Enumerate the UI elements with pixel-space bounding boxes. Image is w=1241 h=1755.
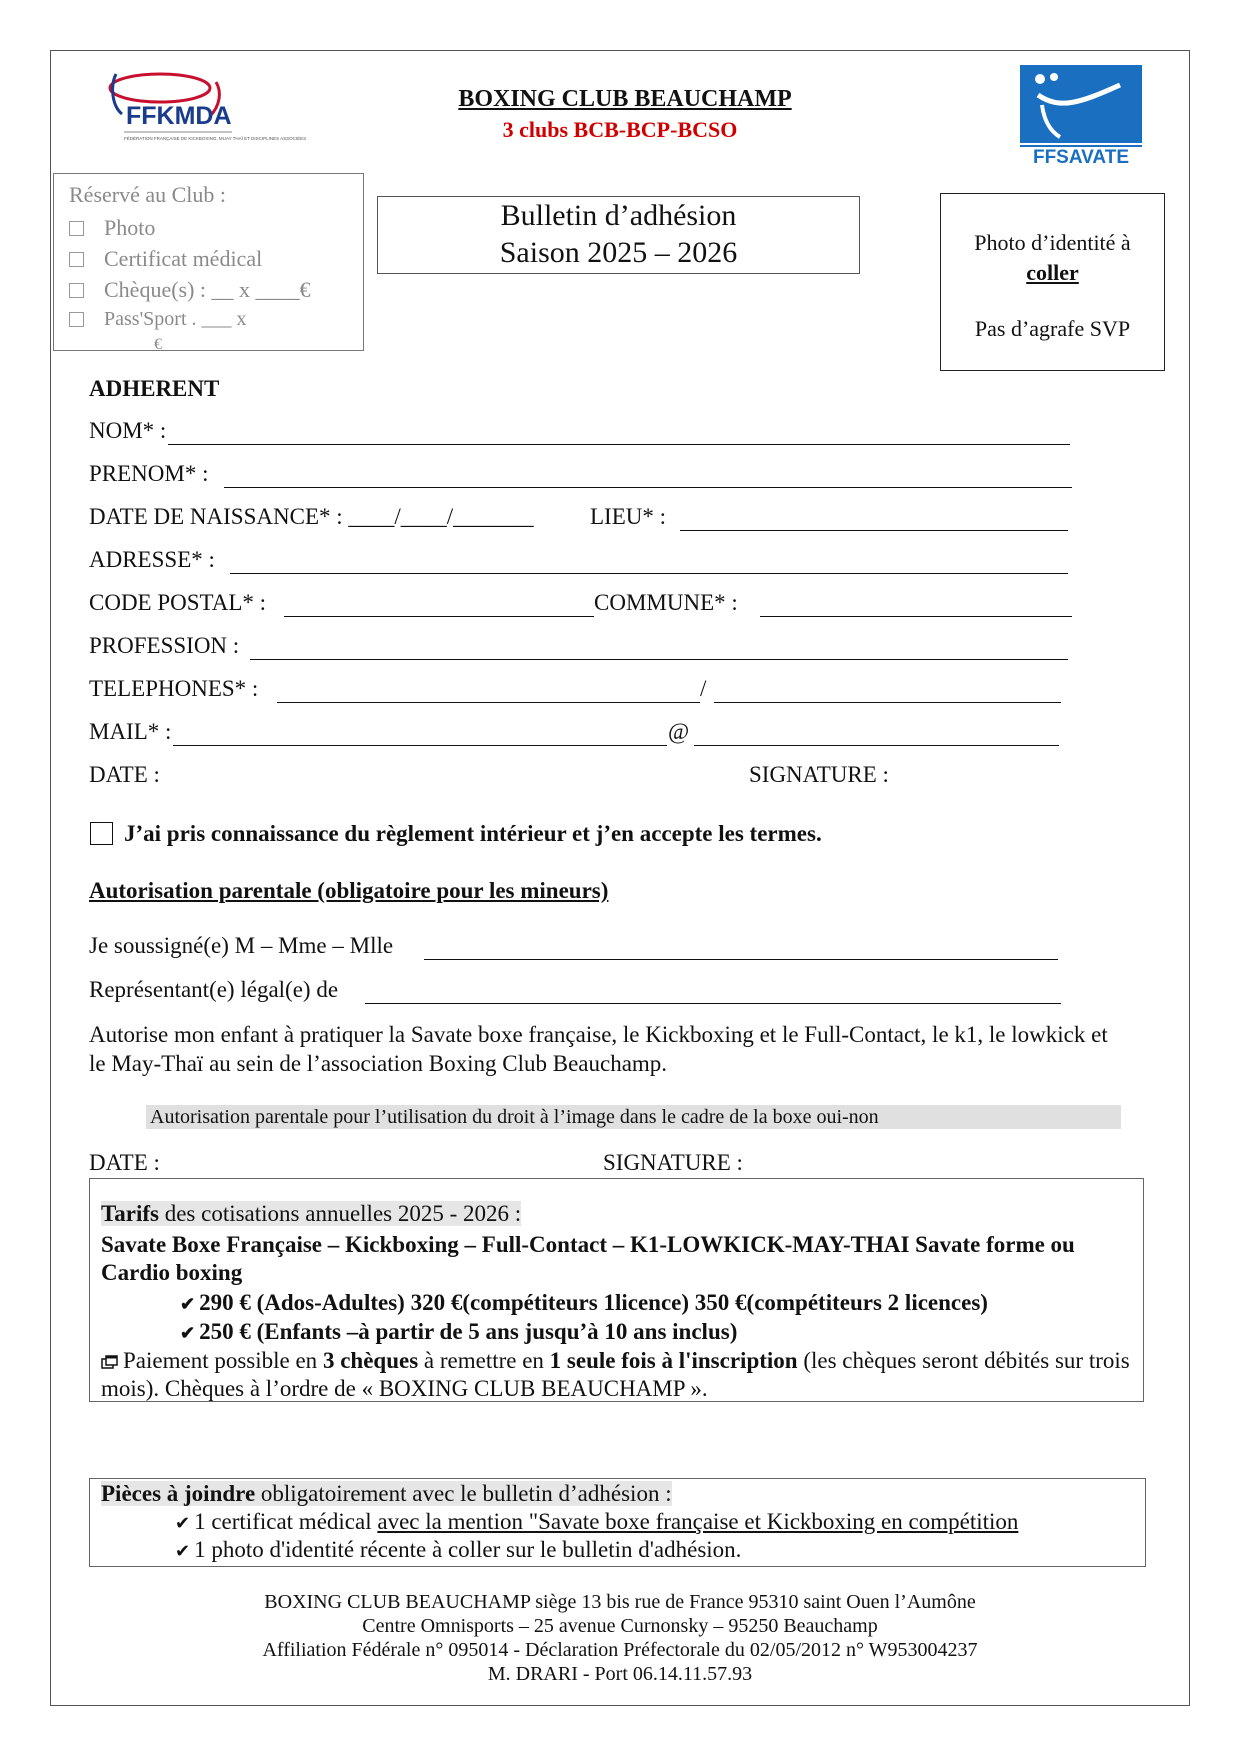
footer-line1: BOXING CLUB BEAUCHAMP siège 13 bis rue de France 95310 saint Ouen l’Aumône: [264, 1591, 976, 1613]
club-title: BOXING CLUB BEAUCHAMP: [458, 86, 792, 112]
code-postal-label: CODE POSTAL* :: [89, 590, 267, 615]
photo-line3: Pas d’agrafe SVP: [974, 316, 1131, 341]
tarifs-price-children: [180, 1319, 737, 1345]
image-rights-authorization[interactable]: Autorisation parentale pour l’utilisation du droit à l’image dans le cadre de la boxe oui-non: [146, 1105, 1121, 1129]
telephones-separator: /: [700, 676, 707, 701]
pieces-box: [89, 1478, 1146, 1567]
ffkmda-logo: [98, 66, 307, 146]
reserved-cut-text: €: [154, 336, 162, 353]
tarifs-label: Tarifs: [101, 1201, 159, 1226]
commune-field[interactable]: [760, 616, 1072, 617]
reserved-row-photo: [69, 215, 155, 241]
adherent-signature-label: SIGNATURE :: [749, 762, 889, 787]
reserved-club-box: [53, 173, 364, 351]
parental-paragraph: Autorise mon enfant à pratiquer la Savate boxe française, le Kickboxing et le Full-Contact, le k1, le lowkick et le May-Thaï au sein de l’association Boxing Club Beauchamp.: [89, 1022, 1108, 1076]
reserved-passsport-label: Pass'Sport . ___ x: [104, 308, 247, 330]
check-icon: ✔: [180, 1323, 196, 1343]
photo-line2: coller: [1026, 260, 1079, 285]
certificat-checkbox[interactable]: [69, 252, 84, 267]
mail-at: @: [668, 719, 690, 744]
reserved-cheques-label: Chèque(s) : __ x ____€: [104, 277, 311, 302]
commune-label: COMMUNE* :: [594, 590, 738, 615]
check-icon: ✔: [180, 1294, 196, 1314]
profession-label: PROFESSION :: [89, 633, 240, 658]
footer-line4: M. DRARI - Port 06.14.11.57.93: [487, 1663, 753, 1685]
parental-title: Autorisation parentale (obligatoire pour les mineurs): [89, 878, 609, 903]
pieces-item2: 1 photo d'identité récente à coller sur le bulletin d'adhésion.: [194, 1537, 742, 1562]
pay-text-a: Paiement possible en: [123, 1348, 323, 1373]
footer-line2: Centre Omnisports – 25 avenue Curnonsky – 95250 Beauchamp: [362, 1615, 878, 1637]
pay-text-c: à remettre en: [418, 1348, 550, 1373]
ffkmda-logo-tagline: FÉDÉRATION FRANÇAISE DE KICKBOXING, MUAY THAÏ ET DISCIPLINES ASSOCIÉES: [124, 136, 307, 141]
reserved-row-certificat: [69, 246, 262, 272]
soussigne-label: Je soussigné(e) M – Mme – Mlle: [89, 933, 394, 958]
pieces-item-certificat: [175, 1509, 1018, 1535]
tarifs-price1-text: 290 € (Ados-Adultes) 320 €(compétiteurs 1licence) 350 €(compétiteurs 2 licences): [199, 1290, 988, 1315]
parental-signature-label: SIGNATURE :: [603, 1150, 743, 1175]
tarifs-box: [89, 1178, 1144, 1402]
footer-line3: Affiliation Fédérale n° 095014 - Déclaration Préfectorale du 02/05/2012 n° W953004237: [262, 1639, 978, 1661]
parental-date-label: DATE :: [89, 1150, 160, 1175]
reserved-photo-label: Photo: [104, 215, 156, 240]
reglement-accept-text: J’ai pris connaissance du règlement intérieur et j’en accepte les termes.: [124, 821, 822, 846]
adherent-date-label: DATE :: [89, 762, 160, 787]
photo-line1: Photo d’identité à: [974, 230, 1131, 255]
tarifs-label-rest: des cotisations annuelles 2025 - 2026 :: [158, 1201, 522, 1226]
prenom-field[interactable]: [224, 487, 1072, 488]
ffkmda-logo-text: FFKMDA: [126, 102, 232, 130]
reserved-row-cheques: [69, 277, 311, 303]
tarifs-price-adults: [180, 1290, 988, 1316]
pay-text-d: 1 seule fois à l'inscription: [549, 1348, 798, 1373]
code-postal-field[interactable]: [284, 616, 594, 617]
bulletin-line1: Bulletin d’adhésion: [500, 199, 737, 232]
pay-text-e: (les chèques seront débités sur trois mois). Chèques à l’ordre de « BOXING CLUB BEAUCHAMP ».: [101, 1348, 1130, 1401]
adresse-field[interactable]: [230, 573, 1068, 574]
pay-text-b: 3 chèques: [322, 1348, 419, 1373]
tarifs-payment: [101, 1347, 1136, 1403]
pieces-item1-a: 1 certificat médical: [194, 1509, 378, 1534]
telephone1-field[interactable]: [277, 702, 700, 703]
nom-label: NOM* :: [89, 418, 167, 443]
representant-label: Représentant(e) légal(e) de: [89, 977, 339, 1002]
ffsavate-logo-text: FFSAVATE: [1032, 147, 1130, 168]
pieces-heading: [101, 1481, 672, 1507]
mail-domain-field[interactable]: [694, 745, 1059, 746]
telephone2-field[interactable]: [714, 702, 1061, 703]
photo-checkbox[interactable]: [69, 221, 84, 236]
reserved-title: Réservé au Club :: [69, 182, 227, 207]
pieces-label-rest: obligatoirement avec le bulletin d’adhésion :: [255, 1481, 672, 1506]
bulletin-season: Saison 2025 – 2026: [499, 236, 738, 269]
lieu-field[interactable]: [680, 530, 1068, 531]
mail-label: MAIL* :: [89, 719, 172, 744]
pieces-label: Pièces à joindre: [101, 1481, 256, 1506]
pieces-item-photo: [175, 1537, 741, 1563]
date-naissance-label[interactable]: DATE DE NAISSANCE* : ____/____/_______: [89, 504, 534, 529]
tarifs-disciplines: Savate Boxe Française – Kickboxing – Full-Contact – K1-LOWKICK-MAY-THAI Savate forme ou Cardio boxing: [101, 1232, 1075, 1285]
reserved-certificat-label: Certificat médical: [104, 246, 263, 271]
adresse-label: ADRESSE* :: [89, 547, 215, 572]
windows-icon: [101, 1349, 119, 1364]
pieces-item1-b: avec la mention "Savate boxe française et Kickboxing en compétition: [377, 1509, 1019, 1534]
tarifs-price2-text: 250 € (Enfants –à partir de 5 ans jusqu’à 10 ans inclus): [199, 1319, 738, 1344]
bulletin-title-box: [377, 196, 860, 274]
ffsavate-logo: [1020, 65, 1142, 167]
passsport-checkbox[interactable]: [69, 312, 84, 327]
photo-id-box[interactable]: [940, 193, 1165, 371]
adherent-title: ADHERENT: [89, 376, 220, 401]
soussigne-field[interactable]: [424, 959, 1058, 960]
profession-field[interactable]: [250, 659, 1068, 660]
footer: [150, 1590, 1090, 1686]
cheques-checkbox[interactable]: [69, 283, 84, 298]
reserved-row-passsport: [69, 308, 247, 331]
check-icon: ✔: [175, 1513, 191, 1533]
telephones-label: TELEPHONES* :: [89, 676, 259, 701]
club-subtitle: 3 clubs BCB-BCP-BCSO: [502, 117, 738, 142]
check-icon: ✔: [175, 1541, 191, 1561]
lieu-label: LIEU* :: [590, 504, 667, 529]
representant-field[interactable]: [365, 1003, 1061, 1004]
reglement-checkbox[interactable]: [90, 822, 113, 845]
mail-user-field[interactable]: [173, 745, 667, 746]
nom-field[interactable]: [168, 444, 1070, 445]
prenom-label: PRENOM* :: [89, 461, 209, 486]
tarifs-heading: [101, 1201, 521, 1227]
